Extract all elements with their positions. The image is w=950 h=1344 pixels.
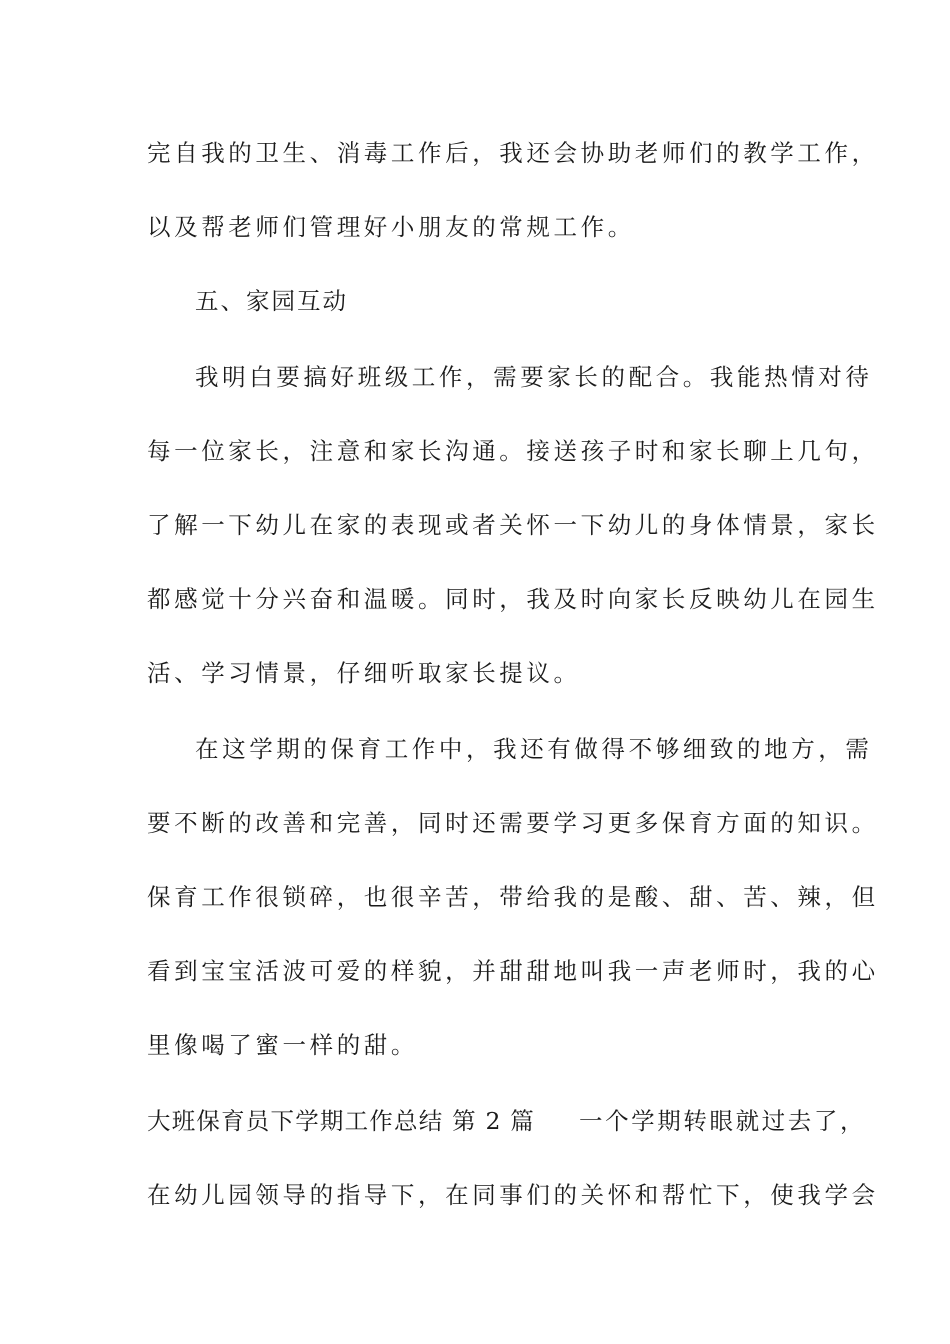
section-heading: 五、家园互动: [195, 287, 348, 315]
text-line: 里像喝了蜜一样的甜。: [147, 1031, 418, 1059]
text-line: 都感觉十分兴奋和温暖。同时，我及时向家长反映幼儿在园生: [147, 585, 879, 613]
text-line: 了解一下幼儿在家的表现或者关怀一下幼儿的身体情景，家长: [147, 511, 879, 539]
article-title-line: [147, 1106, 867, 1136]
text-line: 活、学习情景，仔细听取家长提议。: [147, 659, 581, 687]
text-line: 在幼儿园领导的指导下，在同事们的关怀和帮忙下，使我学会: [147, 1181, 879, 1209]
article-first-line: 一个学期转眼就过去了，: [578, 1107, 867, 1135]
text-line: 以及帮老师们管理好小朋友的常规工作。: [147, 213, 635, 241]
text-line: 保育工作很锁碎，也很辛苦，带给我的是酸、甜、苦、辣，但: [147, 883, 879, 911]
text-line: 在这学期的保育工作中，我还有做得不够细致的地方，需: [195, 735, 873, 763]
article-title: 大班保育员下学期工作总结 第 2 篇: [147, 1107, 535, 1135]
text-line: 我明白要搞好班级工作，需要家长的配合。我能热情对待: [195, 363, 873, 391]
text-line: 看到宝宝活波可爱的样貌，并甜甜地叫我一声老师时，我的心: [147, 957, 879, 985]
text-line: 完自我的卫生、消毒工作后，我还会协助老师们的教学工作，: [147, 139, 879, 167]
text-line: 每一位家长，注意和家长沟通。接送孩子时和家长聊上几句，: [147, 437, 879, 465]
text-line: 要不断的改善和完善，同时还需要学习更多保育方面的知识。: [147, 809, 879, 837]
